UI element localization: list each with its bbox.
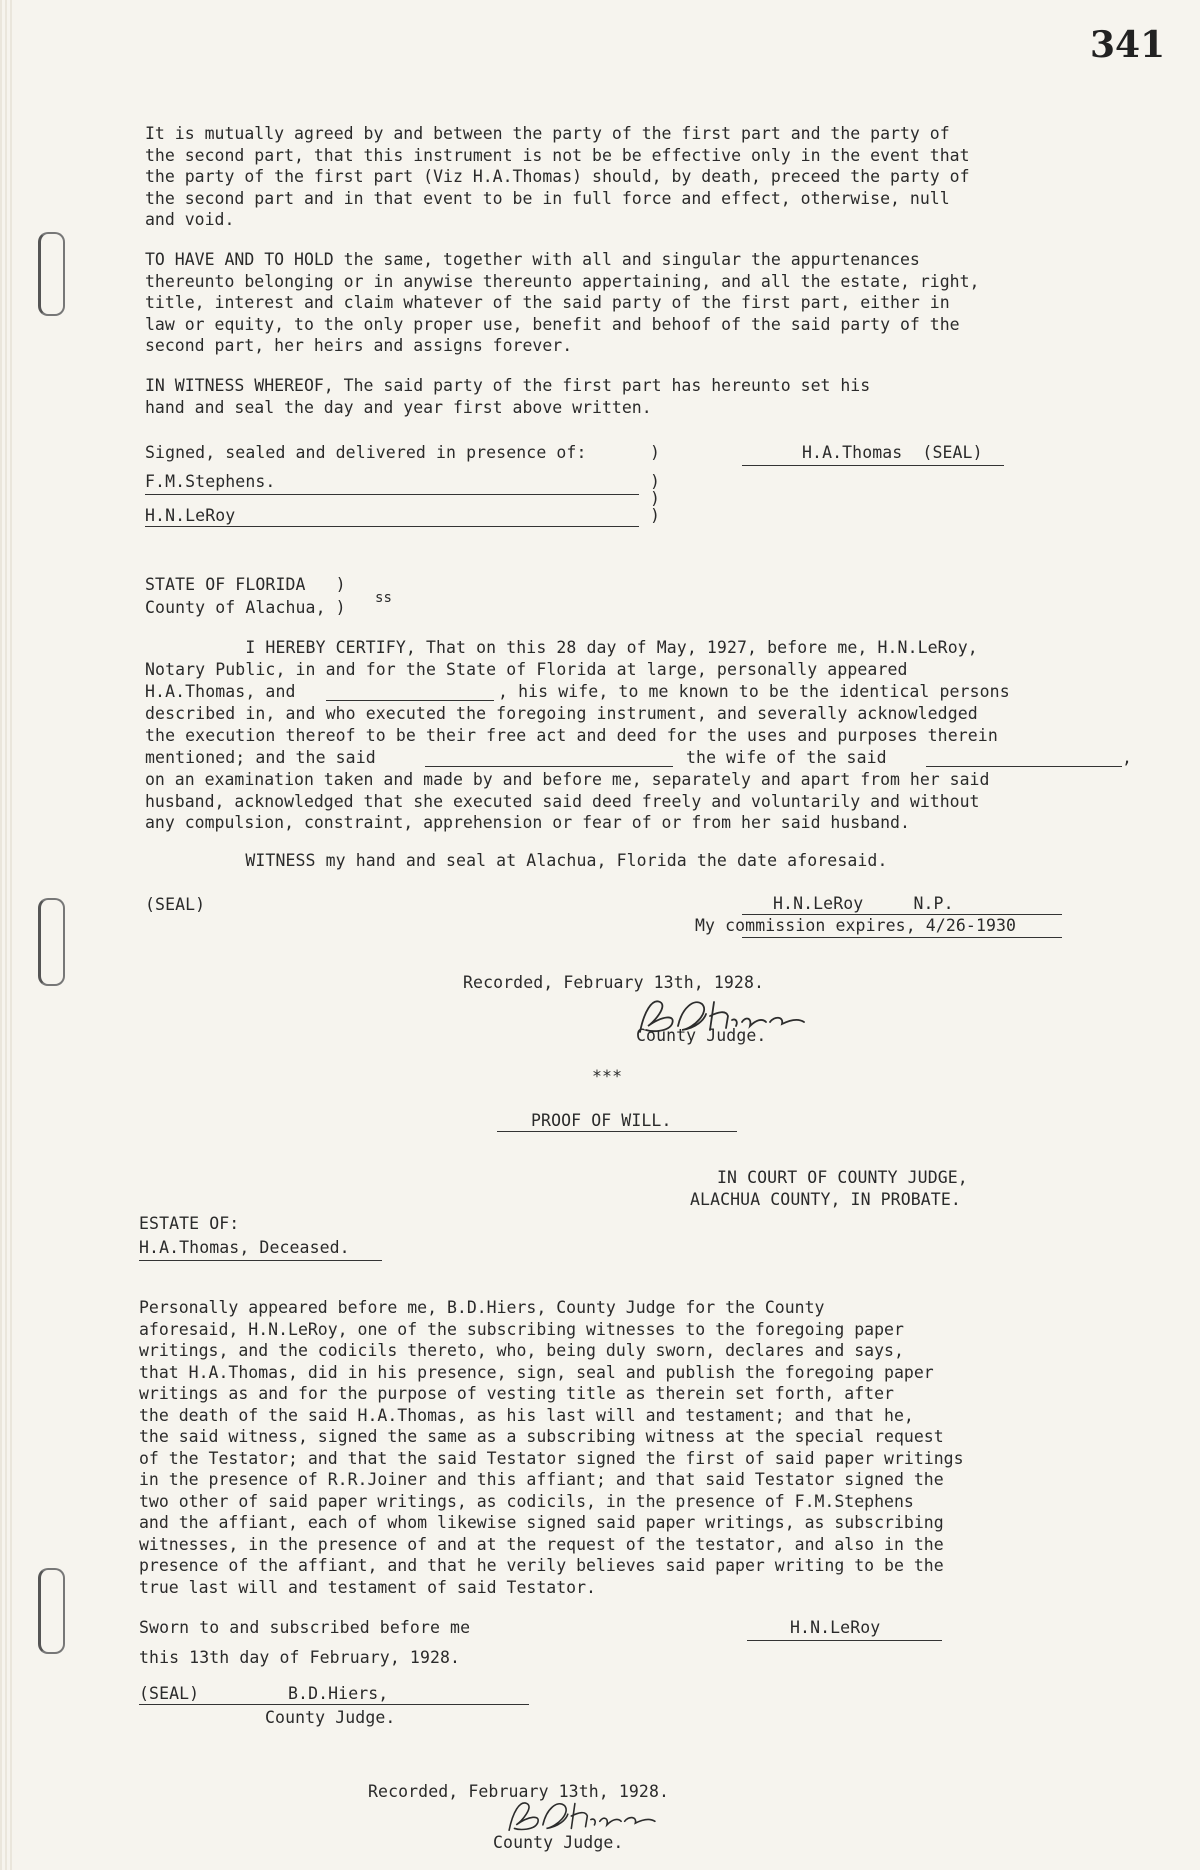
agreement-paragraph: It is mutually agreed by and between the party of the first part and the party of the second part, that this instrument is not be be effective only in the event that the party of the first part (Viz H.A.Thomas) should, by death, preceed the party of the second part and in that event to be in full force and effect, otherwise, null and void.: [145, 124, 970, 229]
witness-line: [145, 526, 639, 527]
certificate-line: Notary Public, in and for the State of Florida at large, personally appeared: [145, 660, 908, 679]
scan-edge: [0, 0, 14, 1870]
blank-line: [425, 766, 673, 767]
court-line: ALACHUA COUNTY, IN PROBATE.: [690, 1190, 961, 1209]
witness-name: F.M.Stephens.: [145, 472, 276, 491]
page-number: 341: [1090, 24, 1166, 66]
seal-label: (SEAL): [145, 895, 206, 914]
separator-stars: ***: [592, 1067, 623, 1086]
court-line: IN COURT OF COUNTY JUDGE,: [717, 1168, 968, 1187]
affiant-signature-line: [747, 1640, 942, 1641]
proof-title: PROOF OF WILL.: [531, 1111, 672, 1130]
certificate-line: , his wife, to me known to be the identical persons: [498, 682, 1010, 701]
proof-title-line: [497, 1131, 737, 1132]
paren: ): [650, 443, 661, 462]
commission-expiry: My commission expires, 4/26-1930: [695, 916, 1017, 935]
sworn-line: Sworn to and subscribed before me: [139, 1618, 471, 1637]
certificate-line: the execution thereof to be their free act and deed for the uses and purposes therein: [145, 726, 998, 745]
notary-signature: H.N.LeRoy N.P.: [773, 894, 954, 913]
certificate-line: described in, and who executed the foregoing instrument, and severally acknowledged: [145, 704, 978, 723]
paren: ): [650, 489, 661, 508]
county-judge-label: County Judge.: [636, 1026, 767, 1045]
binder-hole: [38, 898, 65, 986]
blank-line: [326, 700, 494, 701]
grantor-signature: H.A.Thomas (SEAL): [802, 443, 983, 462]
certificate-body: on an examination taken and made by and before me, separately and apart from her said husband, acknowledged that she executed said deed freely and voluntarily and without any compulsion, constraint, apprehension or fear of or from her said husband.: [145, 770, 990, 832]
ss-mark: ss: [375, 590, 393, 606]
affiant-signature: H.N.LeRoy: [790, 1618, 881, 1637]
recorded-date: Recorded, February 13th, 1928.: [463, 973, 765, 992]
habendum-paragraph: TO HAVE AND TO HOLD the same, together with all and singular the appurtenances thereunto belonging or in anywise thereunto appertaining, and all the estate, right, title, interest and claim whatever of the said party of the first part, either in law or equity, to the only proper use, benefit and behoof of the said party of the second part, her heirs and assigns forever.: [145, 250, 980, 355]
deceased-line: [139, 1260, 382, 1261]
sworn-line: this 13th day of February, 1928.: [139, 1648, 461, 1667]
state-line: STATE OF FLORIDA ): [145, 575, 346, 594]
commission-line: [742, 937, 1062, 938]
certificate-line: the wife of the said: [686, 748, 887, 767]
certificate-comma: ,: [1122, 748, 1133, 767]
county-judge-label: County Judge.: [493, 1833, 624, 1852]
seal-label: (SEAL): [139, 1684, 200, 1703]
judge-title: County Judge.: [265, 1708, 396, 1727]
signed-label: Signed, sealed and delivered in presence of:: [145, 443, 587, 462]
witness-hand-line: WITNESS my hand and seal at Alachua, Florida the date aforesaid.: [145, 851, 888, 870]
binder-hole: [38, 232, 65, 316]
witness-name: H.N.LeRoy: [145, 506, 236, 525]
paren: ): [650, 472, 661, 491]
judge-signature-line: [139, 1704, 529, 1705]
recorded-date: Recorded, February 13th, 1928.: [368, 1782, 670, 1801]
witness-line: [145, 494, 639, 495]
judge-name: B.D.Hiers,: [288, 1684, 389, 1703]
certificate-line: I HEREBY CERTIFY, That on this 28 day of May, 1927, before me, H.N.LeRoy,: [145, 638, 978, 657]
county-line: County of Alachua, ): [145, 598, 346, 617]
certificate-line: H.A.Thomas, and: [145, 682, 296, 701]
estate-of-label: ESTATE OF:: [139, 1214, 240, 1233]
deceased-name: H.A.Thomas, Deceased.: [139, 1238, 350, 1257]
binder-hole: [38, 1568, 65, 1654]
certificate-line: mentioned; and the said: [145, 748, 376, 767]
grantor-signature-line: [742, 465, 1004, 466]
witness-whereof-paragraph: IN WITNESS WHEREOF, The said party of the first part has hereunto set his hand and seal the day and year first above written.: [145, 376, 871, 417]
blank-line: [926, 766, 1122, 767]
paren: ): [650, 506, 661, 525]
proof-body: Personally appeared before me, B.D.Hiers, County Judge for the County aforesaid, H.N.LeRoy, one of the subscribing witnesses to the foregoing paper writings, and the codicils thereto, who, being duly sworn, declares and says, that H.A.Thomas, did in his presence, sign, seal and publish the foregoing paper writings as and for the purpose of vesting title as therein set forth, after the death of the said H.A.Thomas, as his last will and testament; and that he, the said witness, signed the same as a subscribing witness at the special request of the Testator; and that the said Testator signed the first of said paper writings in the presence of R.R.Joiner and this affiant; and that said Testator signed the two other of said paper writings, as codicils, in the presence of F.M.Stephens and the affiant, each of whom likewise signed said paper writings, as subscribing witnesses, in the presence of and at the request of the testator, and also in the presence of the affiant, and that he verily believes said paper writing to be the true last will and testament of said Testator.: [139, 1298, 964, 1597]
